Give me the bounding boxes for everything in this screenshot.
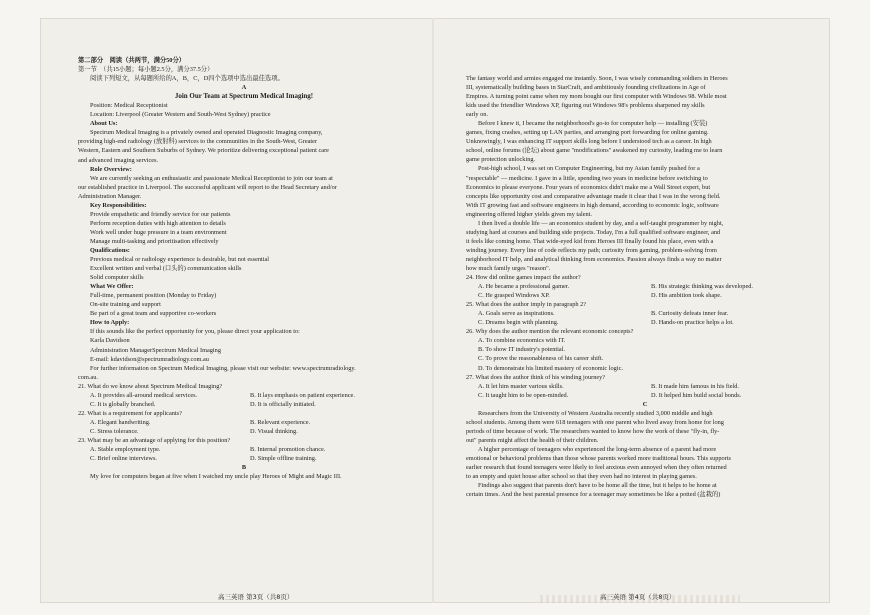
role-text (78, 174, 410, 201)
offer-heading: What We Offer: (90, 283, 134, 291)
q25-option-b: B. Curiosity defeats inner fear. (651, 310, 729, 318)
about-line: and advanced imaging services. (78, 156, 159, 164)
page-fold (432, 18, 434, 603)
apply-line: E-mail: kdavidson@spectrumradiology.com.au (90, 355, 209, 363)
role-line: our established practice in Liverpool. The successful applicant will report to the Head Secretary and/or (78, 183, 337, 191)
location: Location: Liverpool (Greater Western and South-West Sydney) practice (90, 111, 271, 119)
q26-option-a: A. To combine economics with IT. (478, 337, 566, 345)
blines-line: neighborhood IT help, and analytical thinking from economics. Passion always finds a way no matter (466, 255, 722, 263)
q21-option-d: D. It is officially initiated. (250, 400, 316, 408)
about-line: providing high-end radiology (放射科) services to the communities in the South-West, Greater (78, 138, 318, 146)
q24-options-2 (466, 291, 824, 300)
passage-c-text (466, 409, 824, 499)
blines-line: With IT growing fast and software engineers in high demand, according to economic logic, software (466, 201, 719, 209)
blines-line: studying hard at courses and building side projects. Today, I'm a full qualified software engineer, and (466, 228, 721, 236)
section-heading: 第一节 （共15小题；每小题2.5分，满分37.5分） (78, 66, 214, 74)
q23-options-1 (78, 445, 410, 454)
offer-line: Be part of a great team and supportive co-workers (90, 310, 217, 318)
clines-line: A higher percentage of teenagers who experienced the long-term absence of a parent had more (478, 445, 717, 453)
q23-option-b: B. Internal promotion chance. (250, 446, 326, 454)
q25-options-1 (466, 309, 824, 318)
about-line: Western, Eastern and Southern Suburbs of Sydney. We prioritize delivering exceptional patient care (78, 147, 329, 155)
qual-heading: Qualifications: (90, 246, 130, 254)
q24-option-a: A. He became a professional gamer. (478, 283, 570, 291)
q24-option-d: D. His ambition took shape. (651, 292, 722, 300)
q21-option-c: C. It is globally branched. (90, 400, 156, 408)
clines-line: out" parents might affect the health of their children. (466, 436, 599, 444)
q26-option-c: C. To prove the reasonableness of his career shift. (478, 355, 604, 363)
q27-options-1 (466, 382, 824, 391)
offer-line: On-site training and support (90, 301, 161, 309)
apply-text (78, 327, 410, 381)
blines-line: concepts like opportunity cost and comparative advantage made it clear that I was in the wrong field. (466, 192, 721, 200)
q27-option-c: C. It taught him to be open-minded. (478, 391, 569, 399)
blines-line: school, online forums (论坛) about game "modifications" awakened my curiosity, leading me to learn (466, 147, 723, 155)
question-24: 24. How did online games impact the author? (466, 274, 581, 282)
blines-line: winding journey. Every line of code reflects my path; curiosity from gaming, problem-solving from (466, 246, 717, 254)
blines-line: games, fixing crashes, setting up LAN parties, and arranging port forwarding for online gaming. (466, 129, 709, 137)
right-page (466, 74, 824, 579)
offer-list (78, 291, 410, 318)
q24-options-1 (466, 282, 824, 291)
passage-b-text (466, 74, 824, 273)
blines-line: Post-high school, I was set on Computer Engineering, but my Asian family pushed for a (478, 165, 700, 173)
question-25: 25. What does the author imply in paragraph 2? (466, 301, 587, 309)
blines-line: how much family urges "reason". (466, 264, 551, 272)
apply-line: Karla Davidson (90, 337, 130, 345)
q24-option-c: C. He grasped Windows XP. (478, 292, 550, 300)
blines-line: Before I knew it, I became the neighborhood's go-to for computer help — installing (安装) (478, 120, 708, 128)
q27-option-b: B. It made him famous in his field. (651, 382, 739, 390)
blines-line: kids used the friendlier Windows XP, figuring out Windows 98's problems sharpened my skills (466, 102, 705, 110)
q25-option-a: A. Goals serve as inspirations. (478, 310, 555, 318)
question-23: 23. What may be an advantage of applying for this position? (78, 436, 231, 444)
question-27: 27. What does the author think of his winding journey? (466, 373, 606, 381)
clines-line: school students. Among them were 618 teenagers with one parent who lived away from home for long (466, 418, 724, 426)
qual-line: Excellent written and verbal (口头的) communication skills (90, 265, 242, 273)
left-page (78, 56, 410, 581)
q26-option-b: B. To show IT industry's potential. (478, 346, 566, 354)
q22-option-c: C. Stress tolerance. (90, 427, 139, 435)
q21-option-b: B. It lays emphasis on patient experience. (250, 391, 355, 399)
blines-line: engineering offered higher yields given my talent. (466, 210, 592, 218)
resp-line: Manage multi-tasking and prioritisation effectively (90, 237, 219, 245)
apply-line: If this sounds like the perfect opportunity for you, please direct your application to: (90, 328, 300, 336)
clines-line: earlier research that found teenagers were likely to feel anxious even annoyed when they often returned (466, 464, 727, 472)
passage-b-first-line: My love for computers began at five when I watched my uncle play Heroes of Might and Magic III. (90, 473, 342, 481)
footer-page-4: 高三英语 第4页（共8页） (600, 593, 676, 601)
clines-line: periods of time because of work. The researchers wanted to know how the work of these "fly-in, fly- (466, 427, 720, 435)
position: Position: Medical Receptionist (90, 102, 168, 110)
q22-options-2 (78, 427, 410, 436)
blines-line: it feels like coming home. That wide-eyed kid from Heroes III finally found his place, even with a (466, 237, 714, 245)
role-line: We are currently seeking an enthusiastic and passionate Medical Receptionist to join our team at (90, 174, 333, 182)
clines-line: emotional or behavioral problems than those whose parents worked more traditional hours. This supports (466, 454, 731, 462)
role-line: Administration Manager. (78, 192, 142, 200)
resp-heading: Key Responsibilities: (90, 201, 147, 209)
apply-line: Administration ManagerSpectrum Medical Imaging (90, 346, 221, 354)
footer-page-3: 高三英语 第3页（共8页） (218, 593, 294, 601)
clines-line: to an empty and quiet house after school so that they even had no interest in playing games. (466, 473, 697, 481)
about-line: Spectrum Medical Imaging is a privately owned and operated Diagnostic Imaging company, (90, 129, 323, 137)
clines-line: Findings also suggest that parents don't have to be home all the time, but it helps to be home at (478, 482, 717, 490)
ad-title: Join Our Team at Spectrum Medical Imaging! (174, 92, 314, 101)
q22-option-a: A. Elegant handwriting. (90, 418, 151, 426)
q23-option-a: A. Stable employment type. (90, 446, 161, 454)
about-heading: About Us: (90, 120, 118, 128)
q27-option-d: D. It helped him build social bonds. (651, 391, 742, 399)
q21-options-2 (78, 400, 410, 409)
q22-options-1 (78, 418, 410, 427)
q27-option-a: A. It let him master various skills. (478, 382, 564, 390)
question-21: 21. What do we know about Spectrum Medical Imaging? (78, 382, 223, 390)
q23-option-c: C. Brief online interviews. (90, 455, 157, 463)
blines-line: game protection unlocking. (466, 156, 536, 164)
blines-line: Economics to please everyone. Four years of economics didn't make me a Wall Street expert, but (466, 183, 711, 191)
blines-line: "respectable" — medicine. I gave in a little, spending two years in medicine before switching to (466, 174, 708, 182)
offer-line: Full-time, permanent position (Monday to Friday) (90, 292, 217, 300)
q22-option-d: D. Visual thinking. (250, 427, 298, 435)
q26-option-d: D. To demonstrate his limited mastery of economic logic. (478, 364, 623, 372)
blines-line: III, systematically building bases in StarCraft, and ambitiously founding civilizations in Age of (466, 84, 706, 92)
q27-options-2 (466, 391, 824, 400)
part-heading: 第二部分 阅读（共两节，满分50分） (78, 57, 186, 64)
q25-option-c: C. Dreams begin with planning. (478, 319, 559, 327)
resp-line: Provide empathetic and friendly service for our patients (90, 210, 231, 218)
q21-option-a: A. It provides all-around medical services. (90, 391, 198, 399)
resp-line: Perform reception duties with high attention to details (90, 219, 226, 227)
role-heading: Role Overview: (90, 165, 132, 173)
blines-line: Empires. A turning point came when my mom bought our first computer with Windows 98. While most (466, 93, 727, 101)
apply-heading: How to Apply: (90, 319, 130, 327)
qual-list (78, 255, 410, 282)
q25-options-2 (466, 318, 824, 327)
passage-c-label: C (642, 400, 648, 408)
clines-line: certain times. And the best parental presence for a teenager may sometimes be like a potted (盆栽的) (466, 491, 721, 499)
q21-options-1 (78, 391, 410, 400)
resp-line: Work well under huge pressure in a team environment (90, 228, 227, 236)
q25-option-d: D. Hands-on practice helps a lot. (651, 319, 734, 327)
clines-line: Researchers from the University of Western Australia recently studied 3,000 middle and high (478, 409, 713, 417)
q24-option-b: B. His strategic thinking was developed. (651, 283, 753, 291)
question-22: 22. What is a requirement for applicants? (78, 409, 182, 417)
blines-line: Unknowingly, I was enhancing IT support skills long before I understood tech as a career. In high (466, 138, 712, 146)
qual-line: Solid computer skills (90, 274, 144, 282)
q23-options-2 (78, 454, 410, 463)
resp-list (78, 210, 410, 246)
passage-b-label: B (241, 464, 247, 472)
blines-line: early on. (466, 111, 489, 119)
q23-option-d: D. Simple offline training. (250, 455, 317, 463)
qual-line: Previous medical or radiology experience is desirable, but not essential (90, 256, 270, 264)
question-26: 26. Why does the author mention the relevant economic concepts? (466, 328, 634, 336)
blines-line: The fantasy world and armies engaged me instantly. Soon, I was wisely commanding soldiers in Heroes (466, 75, 728, 82)
blines-line: I then lived a double life — an economics student by day, and a self-taught programmer by night, (478, 219, 724, 227)
passage-a-label: A (241, 84, 247, 92)
apply-line: com.au. (78, 373, 98, 381)
instruction: 阅读下列短文，从每题所给的A，B，C，D四个选项中选出最佳选项。 (90, 75, 284, 83)
apply-line: For further information on Spectrum Medical Imaging, please visit our website: www.spectrumradiology. (90, 364, 356, 372)
q22-option-b: B. Relevant experience. (250, 418, 311, 426)
about-text (78, 128, 410, 164)
